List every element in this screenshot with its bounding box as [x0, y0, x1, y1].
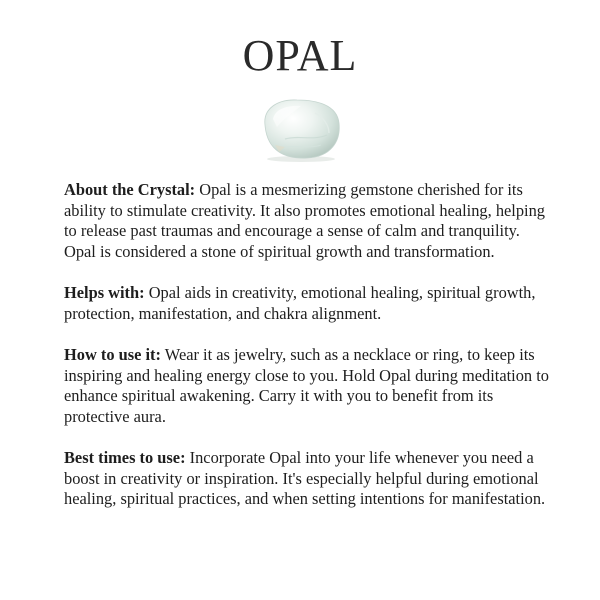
section-about-label: About the Crystal:: [64, 180, 196, 199]
section-best-times-text: Incorporate Opal into your life whenever you need a boost in creativity or inspiration. It's especially helpful during emotional healing, spiritual practices, and when setting intentions for manifestation.: [64, 448, 546, 508]
section-helps-with-label: Helps with:: [64, 283, 145, 302]
section-how-to-use-text: Wear it as jewelry, such as a necklace or ring, to keep its inspiring and healing energy close to you. Hold Opal during meditation to enhance spiritual awakening. Carry it with you to benefit from its protective aura.: [64, 345, 549, 426]
section-helps-with: [64, 283, 552, 324]
section-best-times: [64, 448, 552, 510]
section-how-to-use-label: How to use it:: [64, 345, 161, 364]
crystal-description: [64, 180, 552, 531]
section-about-text: Opal is a mesmerizing gemstone cherished for its ability to stimulate creativity. It also promotes emotional healing, helping to release past traumas and encourage a sense of calm and tranquility. Opal is considered a stone of spiritual growth and transformation.: [64, 180, 545, 261]
section-helps-with-text: Opal aids in creativity, emotional healing, spiritual growth, protection, manifestation, and chakra alignment.: [64, 283, 536, 323]
section-how-to-use: [64, 345, 552, 427]
opal-stone-image: [255, 95, 345, 163]
section-best-times-label: Best times to use:: [64, 448, 186, 467]
section-about: [64, 180, 552, 262]
page-title: OPAL: [242, 31, 358, 80]
